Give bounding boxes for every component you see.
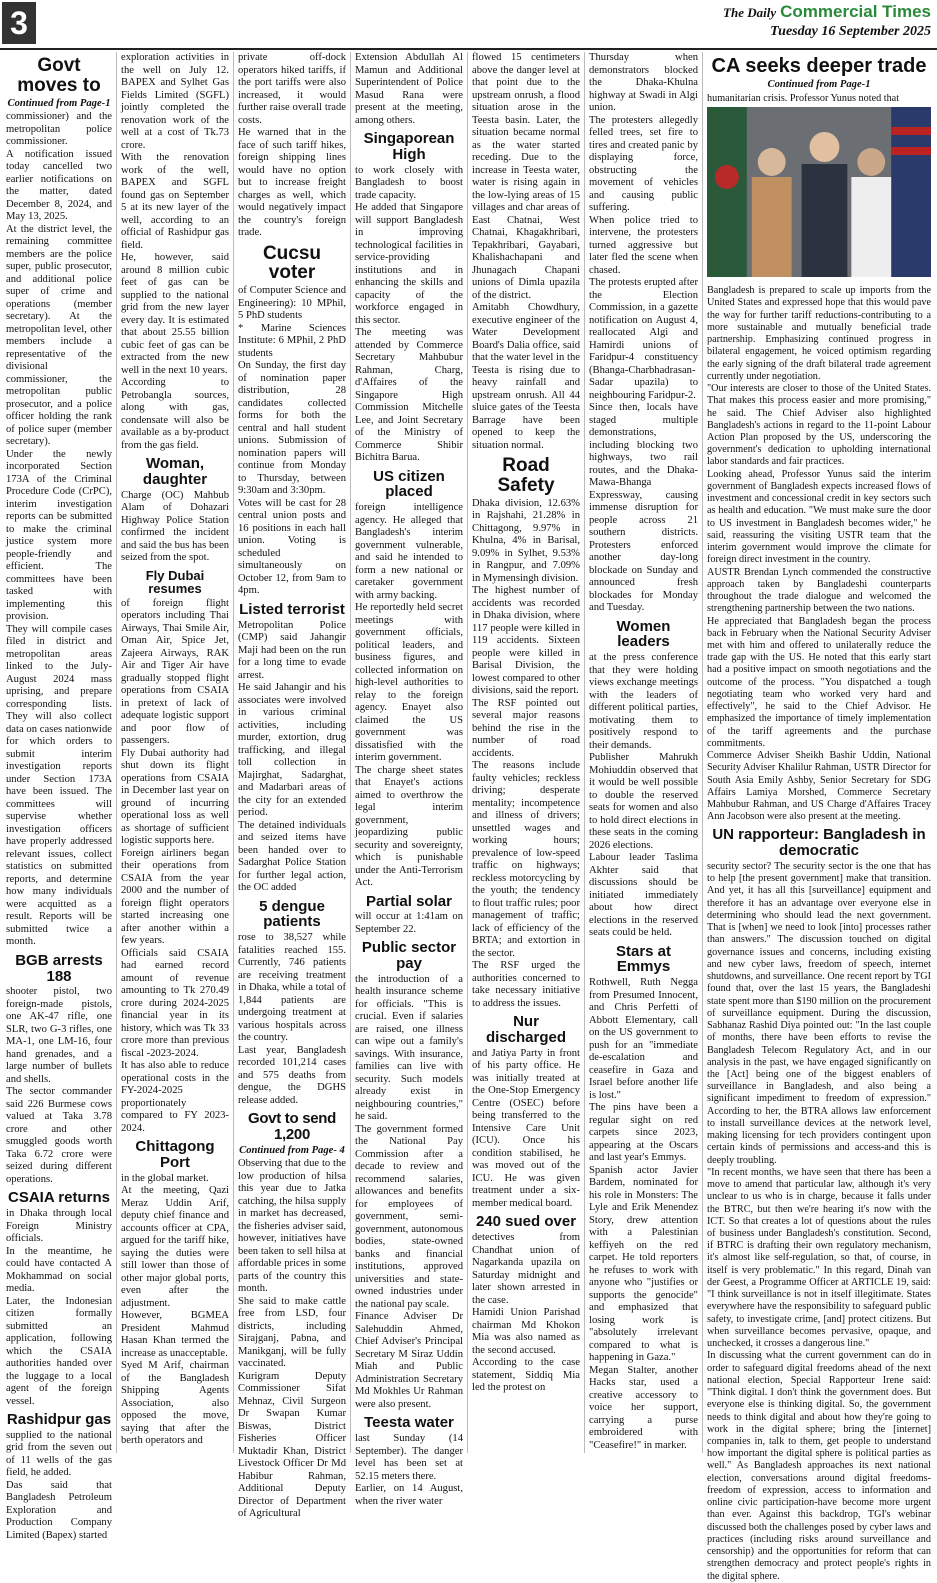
headline-nur-discharged: Nur discharged	[485, 1013, 567, 1047]
headline-road-safety: Road Safety	[497, 455, 555, 496]
paragraph: He added that Singapore will support Bangladesh in improving technological facilities in service-providing institutions and in enhancing the skills and capacity of the workforce engaged in this sector.	[355, 202, 463, 326]
headline-fly-dubai: Fly Dubai resumes	[145, 567, 205, 597]
issue-date: Tuesday 16 September 2025	[770, 24, 931, 39]
paragraph: Fly Dubai authority had shut down its flight operations from CSAIA in December last year on ground of incurring operational loss as well as shortage of sufficient logistic supports here.	[121, 747, 229, 847]
paragraph: The highest number of accidents was recorded in Dhaka division, where 117 people were killed in 119 accidents. Sixteen people were killed in Barisal Division, the lowest compared to other divisions, said the report.	[472, 585, 580, 697]
paragraph: When police tried to intervene, the protesters turned aggressive but later fled the scene when chased.	[589, 214, 698, 276]
headline-stars-at-emmys: Stars at Emmys	[615, 942, 672, 976]
paragraph: "Our interests are closer to those of the United States. That makes this process easier and more promising," he said. The Chief Adviser also highlighted Bangladesh's actions in regard to the 11-point Labour Action Plan proposed by the US, underscoring the government's dedication to upholding international labor standards and fair practices.	[707, 383, 931, 468]
brand-name: Commercial Times	[780, 2, 931, 21]
column-7	[702, 52, 935, 1582]
paragraph: at the press conference that they were holding views exchange meetings with the leaders of different political parties, motivating them to positively respond to their demands.	[589, 652, 698, 751]
headline-cucsu-voter: Cucsu voter	[262, 242, 322, 284]
flag-bangladesh	[707, 107, 747, 277]
paragraph: Later, the Indonesian citizen formally submitted an application, following which the CSAIA authorities handed over the luggage to a local agent of the foreign vessel.	[6, 1295, 112, 1407]
headline-un-rapporteur: UN rapporteur: Bangladesh in democratic	[712, 826, 926, 860]
paragraph: Rothwell, Ruth Negga from Presumed Innocent, and Chris Perfetti of Abbott Elementary, call on the US government to push for an "immediate de-escalation and ceasefire in Gaza and Israel before another life is lost."	[589, 977, 698, 1101]
paragraph: Dhaka division, 12.63% in Rajshahi, 21.28% in Chittagong, 9.97% in Khulna, 4% in Barisal, 9.09% in Sylhet, 9.53% in Rangpur, and 7.09% in Mymensingh division.	[472, 497, 580, 584]
paragraph: The protesters allegedly felled trees, set fire to tires and created panic by displaying force, obstructing the movement of vehicles and causing public suffering.	[589, 114, 698, 213]
paragraph: In discussing what the current government can do in order to safeguard digital freedoms ahead of the next national election, Special Rapporteur Irene said: "Think digital. I don't think the government does. But everyone else is thinking digital. So, the government needs to think digital and about how they're going to work in the digital sphere; bring the [internet] companies in, talk to them, get people to understand how important the digital sphere is political parties as well." As Bangladesh approaches its next national election, conversations around digital freedoms-freedom of expression, access to information and online civic participation-have become more urgent than ever. Against this backdrop, TGI's webinar discussed both the challenges posed by cyber laws and practices (including risks around surveillance and censorship) and the opportunities for reform that can strengthen democracy and protect people's rights in the digital sphere.	[707, 1350, 931, 1582]
paragraph: Foreign airliners began their operations from CSAIA from the year 2000 and the number of foreign flight operators started increasing one after another within a few years.	[121, 847, 229, 947]
paragraph: With the renovation work of the well, BAPEX and SGFL found gas on September 5 at its new layer of the well, according to an official of Rashidpur gas field.	[121, 152, 229, 251]
paragraph: Votes will be cast for 28 central union posts and 16 positions in each hall union. Voting is scheduled simultaneously on October 12, from 9am to 4pm.	[238, 497, 346, 597]
headline-rashidpur-gas: Rashidpur gas	[6, 1411, 112, 1429]
headline-partial-solar: Partial solar	[366, 892, 452, 910]
headline-woman-daughter: Woman, daughter	[142, 455, 208, 488]
headline-csaia-returns: CSAIA returns	[8, 1189, 110, 1207]
headline-chittagong-port: Chittagong Port	[135, 1138, 215, 1172]
paragraph: The RSF urged the authorities concerned to take necessary initiative to address the issues.	[472, 960, 580, 1009]
paragraph: Thursday when demonstrators blocked the Dhaka-Khulna highway at Swadi in Algi union.	[589, 52, 698, 113]
paragraph: Commerce Adviser Sheikh Bashir Uddin, National Security Adviser Khalilur Rahman, USTR Director for South Asia Emily Ashby, Senior Secretary for SDG Affairs Lamiya Morshed, Commerce Secretary Mahbubur Rahman, and US Charge d'Affaires Tracey Ann Jacobson were also present at the meeting.	[707, 750, 931, 823]
person-body	[802, 164, 848, 277]
headline-240-sued: 240 sued over	[475, 1213, 577, 1231]
headline-bgb-arrests: BGB arrests 188	[15, 951, 103, 985]
paragraph: At the meeting, Qazi Meraz Uddin Arif, deputy chief finance and accounts officer at CPA, argued for the tariff hike, saying the duties were still lower than those of other major global ports, even after the adjustment.	[121, 1185, 229, 1309]
paragraph: foreign intelligence agency. He alleged that Bangladesh's interim government vulnerable, and said he intended to form a new national or caretaker government with army backing.	[355, 502, 463, 601]
headline-singaporean-high: Singaporean High	[363, 130, 455, 163]
headline-ca-seeks-deeper-trade: CA seeks deeper trade	[711, 55, 927, 77]
masthead	[0, 0, 937, 50]
page-number: 3	[2, 2, 36, 44]
paragraph: Extension Abdullah Al Mamun and Additional Superintendent of Police Masud Rana were present at the meeting, among others.	[355, 52, 463, 126]
paragraph: Charge (OC) Mahbub Alam of Dohazari Highway Police Station confirmed the incident and said the bus has been seized from the spot.	[121, 489, 229, 563]
paragraph: According to the case statement, Siddiq Mia led the protest on	[472, 1357, 580, 1394]
paragraph: private off-dock operators hiked tariffs, if the port tariffs were also increased, it would further raise overall trade costs.	[238, 52, 346, 126]
paragraph: shooter pistol, two foreign-made pistols, one AK-47 rifle, one SLR, two G-3 rifles, one MA-1, one LM-16, four hand grenades, and a large number of bullets and shells.	[6, 986, 112, 1085]
paragraph: The pins have been a regular sight on red carpets since 2023, appearing at the Oscars and last year's Emmys.	[589, 1102, 698, 1163]
paragraph: He, however, said around 8 million cubic feet of gas can be supplied to the national grid from the new layer every day. It is estimated that about 25.55 billion cubic feet of gas can be extracted from the new well in the next 10 years.	[121, 252, 229, 376]
paragraph: The protests erupted after the Election Commission, in a gazette notification on August 4, reallocated Algi and Hamirdi unions of Faridpur-4 constituency (Bhanga-Charbhadrasan-Sadar upazila) to neighbouring Faridpur-2.	[589, 277, 698, 401]
paragraph: The charge sheet states that Enayet's actions aimed to overthrow the legal interim government, jeopardizing public security and sovereignty, which is punishable under the Anti-Terrorism Act.	[355, 764, 463, 888]
paragraph: Hamidi Union Parishad chairman Md Khokon Mia was also named as the second accused.	[472, 1307, 580, 1356]
paragraph: On Sunday, the first day of nomination paper distribution, 28 candidates collected forms for both the central and hall student unions. Submission of nomination papers will continue from Monday to Thursday, between 9:30am and 3:30pm.	[238, 360, 346, 497]
paragraph: It has also able to reduce operational costs in the FY-2024-2025 proportionately compared to FY 2023-2024.	[121, 1060, 229, 1134]
person-head	[758, 148, 786, 176]
paragraph: will occur at 1:41am on September 22.	[355, 911, 463, 935]
paragraph: Spanish actor Javier Bardem, nominated for his role in Monsters: The Lyle and Erik Menendez Story, drew attention with a Palestinian keffiyeh on the red carpet. He told reporters he refuses to work with anyone who "justifies or supports the genocide" and emphasized that losing work is "absolutely irrelevant compared to what is happening in Gaza."	[589, 1164, 698, 1363]
paragraph: However, BGMEA President Mahmud Hasan Khan termed the increase as unacceptable.	[121, 1310, 229, 1359]
paragraph: and Jatiya Party in front of his party office. He was initially treated at the One-Stop Emergency Centre (OSEC) before being transferred to the Intensive Care Unit (ICU). Once his condition stabilised, he was moved out of the ICU. He was given treatment under a six-member medical board.	[472, 1047, 580, 1209]
paragraph: He reportedly held secret meetings with government officials, political leaders, and business figures, and collected information on high-level authorities to relay to the foreign agency. Enayet also claimed the US government was dissatisfied with the interim government.	[355, 602, 463, 763]
paragraph: Publisher Mahrukh Mohiuddin observed that it would be well possible to double the reserved seats for women and also to hold direct elections in these seats in the coming 2026 elections.	[589, 752, 698, 851]
paragraph: Officials said CSAIA had earned record amount of revenue amounting to Tk 270.49 crore during 2024-2025 financial year in its history, which was Tk 33 crore more than previous fiscal -2023-2024.	[121, 947, 229, 1059]
column-2	[116, 52, 233, 1453]
column-6	[584, 52, 702, 1453]
paragraph: "In recent months, we have seen that there has been a move to amend that particular law, although it's very unclear to us who is in charge, because it falls under the BTRC, but then we're hearing it's now with the ICT. So that creates a lot of questions about the rules of business under Bangladesh's constitution. Second, if BTRC is drafting their own regulatory mechanism, it's almost like self-regulation, so that, of course, in itself is very problematic." In this regard, Dinah van der Geest, a Programme Officer at ARTICLE 19, said: "I think surveillance is not in itself illegitimate. States everywhere have the responsibility to safeguard public safety, to investigate crime, [and] protect citizens. But when surveillance becomes pervasive, opaque, and unchecked, it crosses a dangerous line."	[707, 1166, 931, 1350]
column-3	[233, 52, 350, 1520]
paragraph: In the meantime, he could have contacted A Mokhammad on social media.	[6, 1245, 112, 1295]
paragraph: The meeting was attended by Commerce Secretary Mahbubur Rahman, Charg, d'Affaires of the Singapore High Commission Mitchelle Lee, and Joint Secretary of the Ministry of Commerce Shibir Bichitra Barua.	[355, 327, 463, 463]
paragraph: At the district level, the remaining committee members are the police super, public prosecutor, and additional police super of crime and operations (member secretary). At the metropolitan level, other members include a representative of the divisional commissioner, the metropolitan public prosecutor, and a police officer holding the rank of police super (member secretary).	[6, 223, 112, 448]
paragraph: He appreciated that Bangladesh began the process back in February when the National Security Adviser met with him and offered to unilaterally reduce the trade gap with the US. He noted that this early start had a positive impact on smooth negotiations and the outcome of the process. "You dispatched a tough negotiating team who worked very hard and effectively", he said to the Chief Advisor. He emphasized the importance of timely implementation of the tariff agreements and the purchase commitments.	[707, 615, 931, 749]
meeting-photo	[707, 107, 931, 277]
flag-circle	[715, 165, 739, 189]
continued-label: Continued from Page-1	[767, 79, 871, 90]
person-body	[851, 177, 891, 277]
paragraph: of Computer Science and Engineering): 10 MPhil, 5 PhD students	[238, 285, 346, 322]
paragraph: Das said that Bangladesh Petroleum Exploration and Production Company Limited (Bapex) started	[6, 1479, 112, 1541]
paragraph: The government formed the National Pay Commission after a decade to review and recommend salaries, allowances and benefits for employees of government, semi-government, autonomous bodies, state-owned banks and financial institutions, approved universities and state-owned industries under the national pay scale.	[355, 1123, 463, 1310]
headline-teesta-water: Teesta water	[364, 1414, 454, 1432]
paragraph: Since then, locals have staged multiple demonstrations, including blocking two highways, two rail routes, and the Dhaka-Mawa-Bhanga Expressway, causing immense disruption for people across 21 southern districts. Protesters enforced another day-long blockade on Sunday and announced fresh blockades for Monday and Tuesday.	[589, 402, 698, 613]
paragraph: The RSF pointed out several major reasons behind the rise in the number of road accidents.	[472, 697, 580, 759]
paragraph: According to Petrobangla sources, along with gas, condensate will also be available as a by-product from the gas field.	[121, 377, 229, 451]
paragraph: A notification issued today cancelled two earlier notifications on the matter, dated December 8, 2024, and May 13, 2025.	[6, 148, 112, 223]
paragraph: He said Jahangir and his associates were involved in various criminal activities, including murder, extortion, drug trafficking, and illegal toll collection in Majirghat, Sadarghat, and Madarbari areas of the city for an extended period.	[238, 682, 346, 819]
paragraph: flowed 15 centimeters above the danger level at that point due to the upstream onrush, a flood situation arose in the Teesta basin. Later, the situation became normal as the water started receding. Due to the increase in Teesta water, water is rising again in the low-lying areas of 15 villages and char areas of East Chatnai, West Chatnai, Khagakhribari, Tepakhribari, Gayabari, Khalishachapani and Jhunagach Chapani unions of Dimla upazila of the district.	[472, 52, 580, 301]
column-1	[2, 52, 116, 1541]
column-5	[467, 52, 584, 1453]
paragraph: Under the newly incorporated Section 173A of the Criminal Procedure Code (CrPC), interim investigation reports can be submitted to make the criminal justice system more people-friendly and efficient. The committees have been tasked with implementing this provision.	[6, 448, 112, 623]
headline-us-citizen: US citizen placed	[373, 467, 445, 501]
paragraph: * Marine Sciences Institute: 6 MPhil, 2 PhD students	[238, 322, 346, 359]
paragraph: in Dhaka through local Foreign Ministry officials.	[6, 1208, 112, 1245]
paragraph: commissioner) and the metropolitan police commissioner.	[6, 111, 112, 148]
paragraph: exploration activities in the well on July 12. BAPEX and Sylhet Gas Fields Limited (SGFL) jointly completed the renovation work of the well at a cost of Tk.73 crore.	[121, 52, 229, 151]
paragraph: Bangladesh is prepared to scale up imports from the United States and expressed hope that this would pave the way for further tariff reductions-contributing to a more sustainable and mutually beneficial trade partnership. Emphasizing continued progress in bilateral engagement, he voiced optimism regarding the early signing of the draft bilateral trade agreement currently under negotiation.	[707, 285, 931, 382]
paragraph: the introduction of a health insurance scheme for officials. "This is crucial. Even if salaries are raised, one illness can wipe out a family's savings. With insurance, families can live with security. Such models already exist in neighbouring countries," he said.	[355, 973, 463, 1123]
paragraph: They will compile cases filed in district and metropolitan areas linked to the July-August 2024 mass uprising, and prepare corresponding lists. They will also collect data on cases nationwide for which orders to submit interim investigation reports under Section 173A have been issued. The committees will supervise whether investigation officers have properly addressed relevant issues, collect statistics on submitted reports, and determine how many individuals were acquitted as a result. Reports will be submitted twice a month.	[6, 623, 112, 948]
paragraph: detectives from Chandhat union of Nagarkanda upazila on Saturday midnight and later shown arrested in the case.	[472, 1232, 580, 1306]
paragraph: AUSTR Brendan Lynch commended the constructive approach taken by Bangladeshi counterparts throughout the trade dialogue and welcomed the strengthening partnership between the two nations.	[707, 566, 931, 615]
paragraph: She said to make cattle free from LSD, four districts, including Sirajganj, Pabna, and Manikganj, will be fully vaccinated.	[238, 1295, 346, 1370]
paragraph: Last year, Bangladesh recorded 101,214 cases and 575 deaths from dengue, the DGHS release added.	[238, 1044, 346, 1106]
paragraph: in the global market.	[121, 1172, 209, 1184]
paragraph: He warned that in the face of such tariff hikes, foreign shipping lines would have no option but to increase freight charges as well, which would negatively impact the country's foreign trade.	[238, 127, 346, 238]
paragraph: Megan Stalter, another Hacks star, used a creative accessory to voice her support, carrying a purse embroidered with "Ceasefire!" in marker.	[589, 1364, 698, 1451]
person-head	[857, 148, 885, 176]
headline-women-leaders: Women leaders	[616, 617, 671, 651]
paragraph: Finance Adviser Dr Salehuddin Ahmed, Chief Adviser's Principal Secretary M Siraz Uddin Miah and Public Administration Secretary Md Mokhles Ur Rahman were also present.	[355, 1311, 463, 1410]
paragraph: Earlier, on 14 August, when the river water	[355, 1483, 463, 1507]
flag-stripe	[891, 127, 931, 135]
paragraph: Metropolitan Police (CMP) said Jahangir Maji had been on the run for a long time to evade arrest.	[238, 619, 346, 681]
paragraph: The sector commander said 226 Burmese cows valued at Taka 3.78 crore and other smuggled goods worth Taka 6.72 crore were seized during different operations.	[6, 1086, 112, 1185]
paragraph: security sector? The security sector is the one that has to help [the present government] make that transition. And yet, it has all this [surveillance] equipment and therefore it has an advantage over everyone else in determining who should lead the next government. That is [when] we need to look [into] processes rather than answers." The discussion touched on digital governance issues and concerns, including existing and new cyber laws, freedom of speech, internet shutdowns, and surveillance. One recent report by TGI found that, over the last 15 years, the Bangladeshi state spent more than $190 million on the procurement of surveillance equipment. During the discussion, Sabhanaz Rashid Diya pointed out: "In the last couple of months, there have been efforts to revise the Bangladesh Telecom Regulatory Act, and in our analysis in the past, we have engaged significantly on the [Act] being one of the biggest enablers of surveillance in Bangladesh, and also being a significant impediment to freedom of expression." According to her, the BTRA allows law enforcement to install surveillance devices at the network level, making licensing for tech providers contingent upon certain kinds of permissions and access-and this is deeply troubling.	[707, 860, 931, 1166]
brand-prefix: The Daily	[723, 5, 777, 20]
paragraph: Kurigram Deputy Commissioner Sifat Mehnaz, Civil Surgeon Dr Swapan Kumar Biswas, District Fisheries Officer Muktadir Khan, District Livestock Officer Dr Md Habibur Rahman, Additional Deputy Director of Department of Agricultural	[238, 1370, 346, 1520]
headline-govt-moves: Govt moves to	[17, 55, 101, 96]
paragraph: Labour leader Taslima Akhter said that discussions should be initiated immediately about how direct elections in the reserved seats could be held.	[589, 852, 698, 938]
headline-listed-terrorist: Listed terrorist	[239, 600, 345, 618]
headline-govt-to-send: Govt to send 1,200	[247, 1110, 337, 1143]
person-head	[810, 132, 840, 162]
headline-public-sector-pay: Public sector pay	[361, 939, 457, 972]
person-body	[752, 177, 792, 277]
paragraph: The detained individuals and seized items have been handed over to Sadarghat Police Station for further legal action, the OC added	[238, 819, 346, 894]
headline-dengue-patients: 5 dengue patients	[259, 897, 325, 931]
paragraph: to work closely with Bangladesh to boost trade capacity.	[355, 164, 463, 201]
paragraph: Looking ahead, Professor Yunus said the interim government of Bangladesh expects increased flows of investment and concessional credit in key sectors such as health and education. "We must make sure the door to US investment in Bangladesh becomes wider," he said, reassuring the visiting USTR team that the interim government would improve the climate for foreign direct investment in the country.	[707, 468, 931, 566]
paragraph: The reasons include faulty vehicles; reckless driving; desperate mentality; incompetence and illness of drivers; unsettled wages and working hours; prevalence of low-speed traffic on highways; reckless motorcycling by the youth; the tendency to flout traffic rules; poor management of traffic; lack of efficiency of the BRTA; and extortion in the sector.	[472, 760, 580, 959]
paragraph: of foreign flight operators including Thai Airways, Thai Smile Air, Oman Air, Spice Jet, Zajeera Airways, RAK Air and Tiger Air have gradually stopped flight operations from CSAIA in pretext of lack of adequate logistic support and poor flow of passengers.	[121, 597, 229, 747]
paragraph: rose to 38,527 while fatalities reached 155. Currently, 746 patients are receiving treatment in Dhaka, while a total of 1,844 patients are undergoing treatment at various hospitals across the country.	[238, 932, 346, 1044]
paragraph: humanitarian crisis. Professor Yunus noted that	[707, 92, 900, 104]
paragraph: last Sunday (14 September). The danger level has been set at 52.15 meters there.	[355, 1433, 463, 1482]
paragraph: Observing that due to the low production of hilsa this year due to Jatka catching, the hilsa supply in market has decreased, the fisheries adviser said, however, initiatives have been taken to sell hilsa at affordable prices in some parts of the country this month.	[238, 1158, 346, 1295]
paragraph: Syed M Arif, chairman of the Bangladesh Shipping Agents Association, also opposed the move, saying that after the berth operators and	[121, 1360, 229, 1447]
column-4	[350, 52, 467, 1507]
newspaper-brand	[723, 2, 931, 40]
paragraph: supplied to the national grid from the seven out of 11 wells of the gas field, he added.	[6, 1429, 112, 1479]
paragraph: Amitabh Chowdhury, executive engineer of the Water Development Board's Dalia office, said that the water level in the Teesta is rising due to heavy rainfall and upstream onrush. All 44 sluice gates of the Teesta Barrage have been opened to keep the situation normal.	[472, 302, 580, 451]
flag-stripe	[891, 147, 931, 155]
continued-label: Continued from Page-1	[7, 97, 111, 109]
continued-label: Continued from Page- 4	[239, 1144, 345, 1156]
